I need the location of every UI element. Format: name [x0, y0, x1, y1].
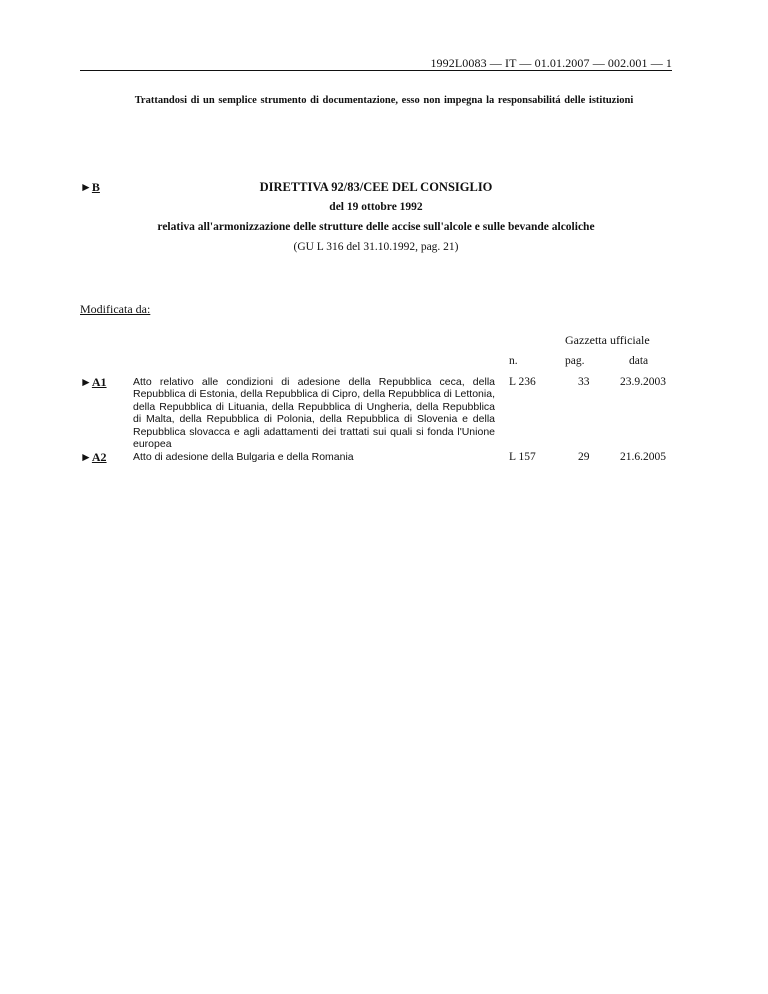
document-reference-header: 1992L0083 — IT — 01.01.2007 — 002.001 — 1 — [430, 56, 672, 70]
amendment-description: Atto di adesione della Bulgaria e della Romania — [133, 451, 354, 463]
column-header-page: pag. — [565, 355, 585, 367]
marker-arrow-icon: ► — [80, 180, 92, 194]
marker-code: A2 — [91, 450, 107, 464]
amendment-date: 21.6.2005 — [620, 451, 666, 463]
marker-arrow-icon: ► — [80, 450, 92, 464]
marker-code: B — [91, 180, 100, 194]
amendment-number: L 236 — [509, 376, 536, 388]
header-divider — [80, 70, 672, 71]
amendment-marker-a1[interactable] — [80, 375, 107, 390]
column-header-number: n. — [509, 355, 518, 367]
marker-arrow-icon: ► — [80, 375, 92, 389]
amendment-number: L 157 — [509, 451, 536, 463]
column-header-date: data — [629, 355, 649, 367]
amendment-date: 23.9.2003 — [620, 376, 666, 388]
marker-code: A1 — [91, 375, 107, 389]
gazette-header: Gazzetta ufficiale — [565, 333, 650, 347]
document-subject: relativa all'armonizzazione delle strutture delle accise sull'alcole e sulle bevande alcoliche — [157, 221, 595, 233]
document-title: DIRETTIVA 92/83/CEE DEL CONSIGLIO — [259, 180, 493, 194]
document-date: del 19 ottobre 1992 — [329, 201, 423, 213]
amendment-description: Atto relativo alle condizioni di adesione della Repubblica ceca, della Repubblica di Estonia, della Repubblica di Cipro, della Repubblica di Lettonia, della Repubblica di Lituania, della Repubblica di Ungheria, della Repubblica di Malta, della Repubblica di Polonia, della Repubblica di Slovenia e della Repubblica slovacca e agli adattamenti dei trattati sui quali si fonda l'Unione europea — [133, 376, 495, 451]
disclaimer-text: Trattandosi di un semplice strumento di documentazione, esso non impegna la responsabilitá delle istituzioni — [134, 95, 634, 106]
amendment-marker-a2[interactable] — [80, 450, 107, 465]
amendment-page: 33 — [578, 376, 590, 388]
amendment-page: 29 — [578, 451, 590, 463]
official-journal-reference: (GU L 316 del 31.10.1992, pag. 21) — [293, 241, 459, 253]
amended-by-label: Modificata da: — [80, 302, 151, 316]
